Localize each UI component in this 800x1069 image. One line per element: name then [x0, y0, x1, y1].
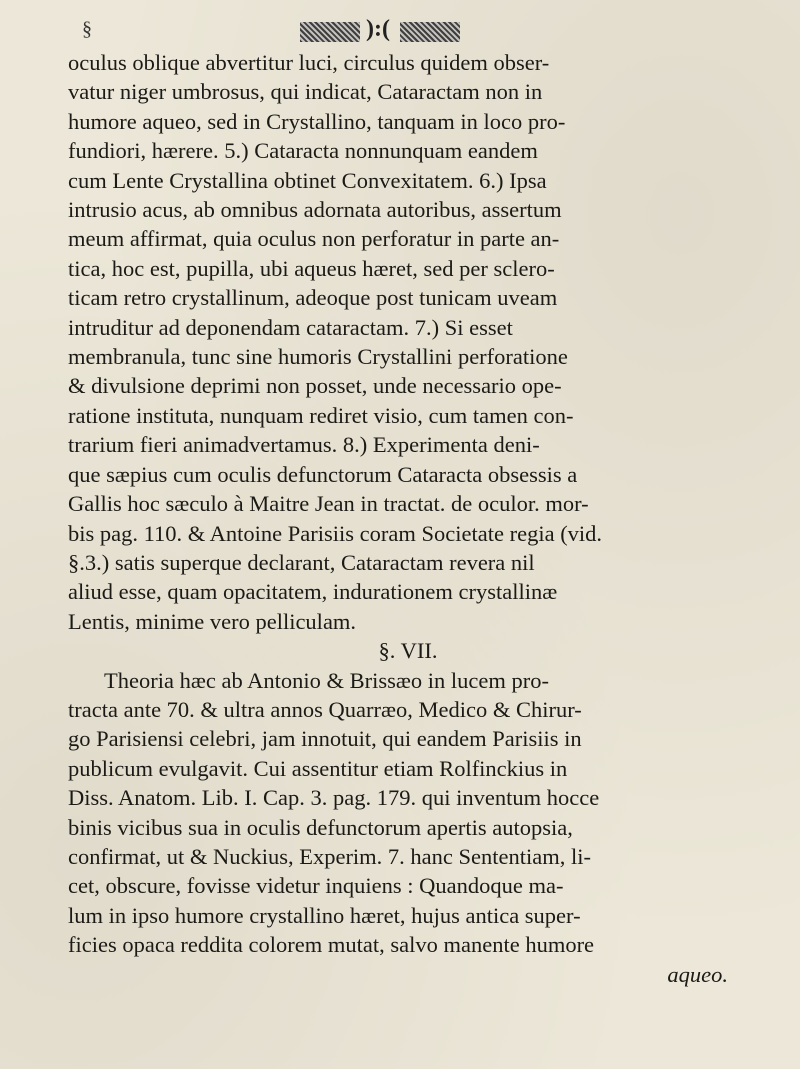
text-line: trarium fieri animadvertamus. 8.) Experimenta deni-	[68, 432, 540, 458]
text-line: humore aqueo, sed in Crystallino, tanquam in loco pro-	[68, 108, 566, 134]
text-line: lum in ipso humore crystallino hæret, hujus antica super-	[68, 902, 581, 928]
text-line: fundiori, hærere. 5.) Cataracta nonnunquam eandem	[68, 138, 538, 164]
text-line: tica, hoc est, pupilla, ubi aqueus hæret, sed per sclero-	[68, 255, 555, 281]
text-line: meum affirmat, quia oculus non perforatur in parte an-	[68, 226, 560, 252]
text-line: & divulsione deprimi non posset, unde necessario ope-	[68, 373, 562, 399]
text-line: cum Lente Crystallina obtinet Convexitatem. 6.) Ipsa	[68, 167, 547, 193]
text-line: intruditur ad deponendam cataractam. 7.) Si esset	[68, 314, 513, 340]
text-line: publicum evulgavit. Cui assentitur etiam Rolfinckius in	[68, 755, 568, 781]
text-line: binis vicibus sua in oculis defunctorum apertis autopsia,	[68, 814, 573, 840]
text-line: bis pag. 110. & Antoine Parisiis coram Societate regia (vid.	[68, 520, 603, 546]
page-text	[68, 48, 748, 989]
text-line: membranula, tunc sine humoris Crystallini perforatione	[68, 344, 568, 370]
text-line: ratione instituta, nunquam rediret visio, cum tamen con-	[68, 402, 574, 428]
text-line: Gallis hoc sæculo à Maitre Jean in tractat. de oculor. mor-	[68, 491, 589, 517]
catchword: aqueo.	[667, 961, 728, 987]
text-line: Theoria hæc ab Antonio & Brissæo in lucem pro-	[104, 667, 549, 693]
text-line: que sæpius cum oculis defunctorum Cataracta obsessis a	[68, 461, 578, 487]
text-line: ticam retro crystallinum, adeoque post tunicam uveam	[68, 285, 558, 311]
ornament-right-block	[400, 22, 460, 42]
text-line: tracta ante 70. & ultra annos Quarræo, Medico & Chirur-	[68, 696, 582, 722]
text-line: intrusio acus, ab omnibus adornata autoribus, assertum	[68, 197, 562, 223]
text-line: Diss. Anatom. Lib. I. Cap. 3. pag. 179. qui inventum hocce	[68, 785, 600, 811]
header-ornament	[0, 6, 800, 46]
section-mark: §	[82, 18, 92, 40]
text-line: confirmat, ut & Nuckius, Experim. 7. hanc Sententiam, li-	[68, 843, 592, 869]
text-line: Lentis, minime vero pelliculam.	[68, 608, 357, 634]
text-line: oculus oblique abvertitur luci, circulus quidem obser-	[68, 50, 550, 75]
section-heading: §. VII.	[378, 638, 438, 664]
text-line: vatur niger umbrosus, qui indicat, Cataractam non in	[68, 79, 543, 105]
ornament-left-block	[300, 22, 360, 42]
text-line: go Parisiensi celebri, jam innotuit, qui eandem Parisiis in	[68, 726, 582, 752]
text-line: cet, obscure, fovisse videtur inquiens : Quandoque ma-	[68, 873, 564, 899]
text-line: aliud esse, quam opacitatem, indurationem crystallinæ	[68, 579, 558, 605]
text-line: ficies opaca reddita colorem mutat, salvo manente humore	[68, 932, 595, 958]
text-line: §.3.) satis superque declarant, Cataractam revera nil	[68, 549, 535, 575]
ornament-center: ):(	[366, 16, 390, 42]
